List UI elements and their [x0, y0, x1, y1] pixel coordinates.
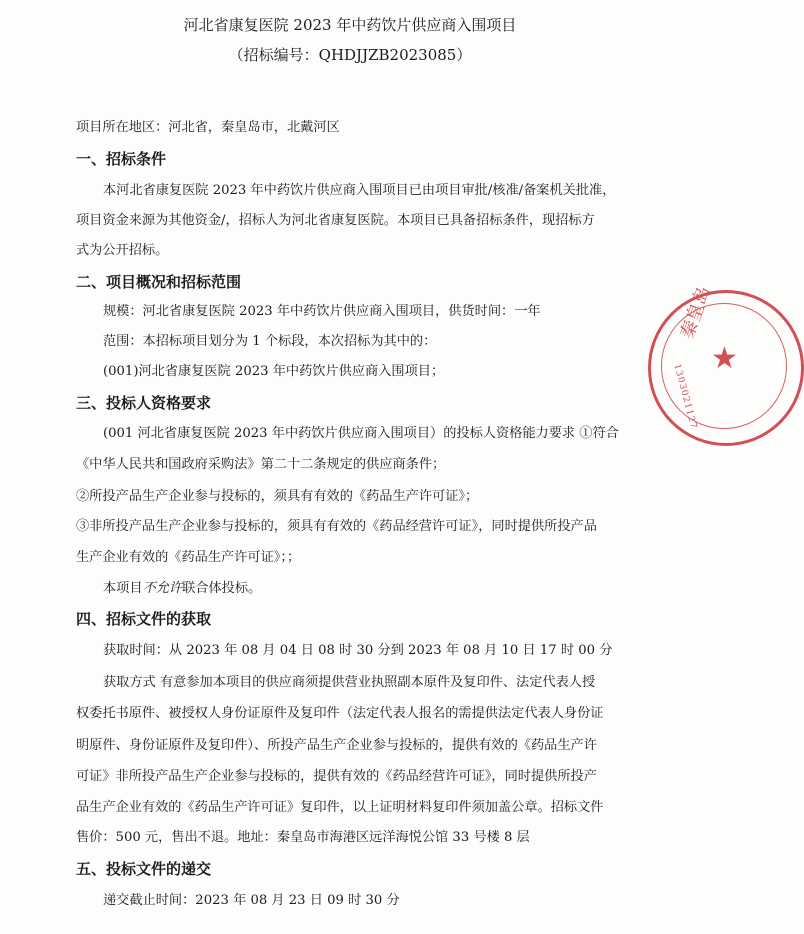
section-4-line: 明原件、身份证原件及复印件）、所投产品生产企业参与投标的，提供有效的《药品生产许 — [76, 738, 597, 753]
section-2-line: (001)河北省康复医院 2023 年中药饮片供应商入围项目； — [103, 364, 445, 379]
section-3-line: 《中华人民共和国政府采购法》第二十二条规定的供应商条件； — [76, 457, 446, 472]
section-4-line: 获取方式 有意参加本项目的供应商须提供营业执照副本原件及复印件、法定代表人授 — [103, 675, 596, 690]
section-3-line: ②所投产品生产企业参与投标的，须具有有效的《药品生产许可证》； — [76, 489, 479, 504]
section-4-line: 权委托书原件、被授权人身份证原件及复印件（法定代表人报名的需提供法定代表人身份证 — [76, 706, 604, 721]
section-5-line: 递交截止时间：2023 年 08 月 23 日 09 时 30 分 — [103, 893, 400, 908]
section-1-line: 式为公开招标。 — [76, 243, 169, 258]
consortium-prefix: 本项目 — [103, 581, 143, 596]
section-3-line: (001 河北省康复医院 2023 年中药饮片供应商入围项目）的投标人资格能力要求 ①符合 — [103, 426, 619, 441]
section-2-line: 范围：本招标项目划分为 1 个标段，本次招标为其中的： — [103, 334, 437, 349]
section-1-line: 项目资金来源为其他资金/，招标人为河北省康复医院。本项目已具备招标条件，现招标方 — [76, 213, 595, 228]
tender-code: （招标编号：QHDJJZB2023085） — [228, 46, 472, 64]
document-title: 河北省康复医院 2023 年中药饮片供应商入围项目 — [183, 16, 517, 34]
section-4-line: 售价：500 元，售出不退。地址：秦皇岛市海港区远洋海悦公馆 33 号楼 8 层 — [76, 830, 530, 845]
section-4-heading: 四、招标文件的获取 — [76, 610, 212, 628]
consortium-emphasis: 不允许 — [142, 581, 183, 596]
consortium-suffix: 联合体投标。 — [182, 581, 262, 596]
project-location: 项目所在地区：河北省，秦皇岛市，北戴河区 — [76, 120, 340, 135]
section-3-line: 生产企业有效的《药品生产许可证》；； — [76, 550, 301, 565]
section-3-heading: 三、投标人资格要求 — [76, 394, 212, 412]
star-icon: ★ — [711, 341, 738, 376]
section-3-line: ③非所投产品生产企业参与投标的，须具有有效的《药品经营许可证》，同时提供所投产品 — [76, 519, 597, 534]
seal-number: 1303021127 — [671, 363, 699, 431]
section-4-line: 可证》非所投产品生产企业参与投标的，提供有效的《药品经营许可证》，同时提供所投产 — [76, 769, 597, 784]
section-1-line: 本河北省康复医院 2023 年中药饮片供应商入围项目已由项目审批/核准/备案机关批准， — [103, 183, 616, 198]
section-4-line: 获取时间：从 2023 年 08 月 04 日 08 时 30 分到 2023 年 08 月 10 日 17 时 00 分 — [103, 643, 613, 658]
section-2-line: 规模：河北省康复医院 2023 年中药饮片供应商入围项目，供货时间：一年 — [103, 304, 541, 319]
section-2-heading: 二、项目概况和招标范围 — [76, 273, 242, 291]
section-5-heading: 五、投标文件的递交 — [76, 860, 212, 878]
seal-text: 秦皇岛 — [676, 283, 715, 342]
section-1-heading: 一、招标条件 — [76, 150, 167, 168]
official-seal — [648, 283, 804, 446]
section-4-line: 品生产企业有效的《药品生产许可证》复印件，以上证明材料复印件须加盖公章。招标文件 — [76, 800, 604, 815]
consortium-note — [103, 580, 261, 598]
